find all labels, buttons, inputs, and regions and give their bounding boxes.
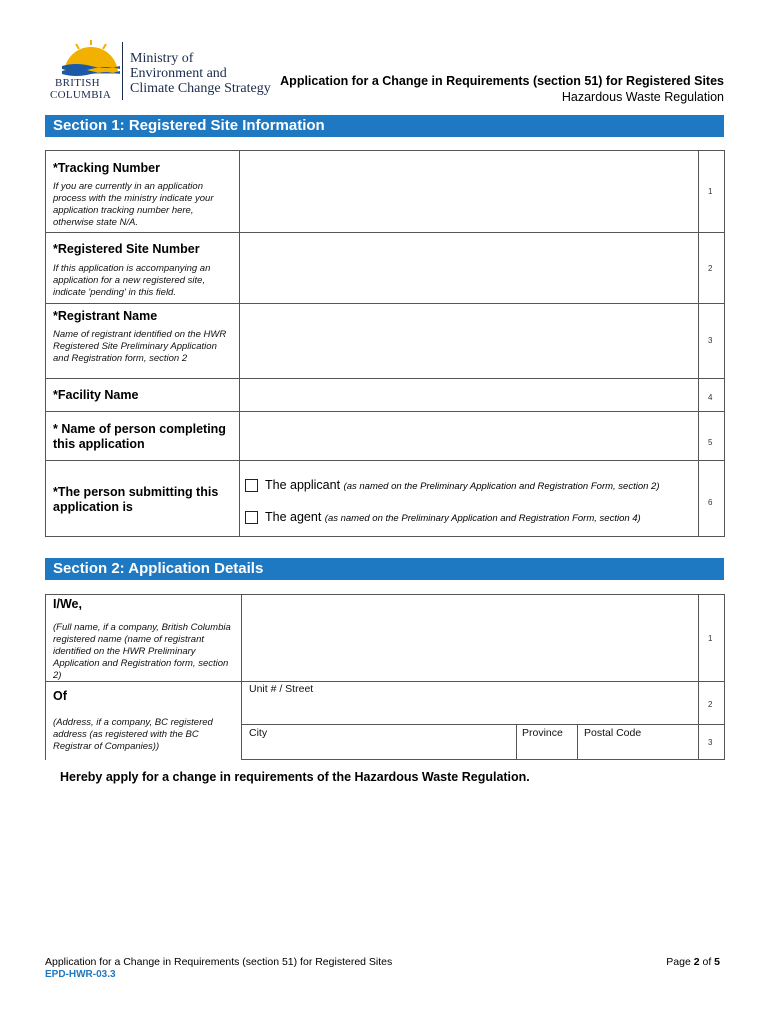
row-number: 5 bbox=[708, 438, 713, 447]
tracking-number-field[interactable] bbox=[241, 152, 697, 231]
postal-code-field[interactable] bbox=[579, 726, 697, 758]
tracking-number-hint: If you are currently in an application process with the ministry indicate your application tracking number here, otherwise state N/A. bbox=[53, 181, 214, 228]
agent-checkbox[interactable] bbox=[245, 511, 258, 524]
province-field[interactable] bbox=[518, 726, 576, 758]
applicant-option: The applicant (as named on the Preliminary Application and Registration Form, section 2) bbox=[265, 478, 660, 492]
registered-site-number-label: *Registered Site Number bbox=[53, 242, 200, 256]
postal-code-label: Postal Code bbox=[584, 727, 642, 739]
registrant-name-field[interactable] bbox=[241, 305, 697, 377]
agent-option: The agent (as named on the Preliminary Application and Registration Form, section 4) bbox=[265, 510, 641, 524]
facility-name-field[interactable] bbox=[241, 380, 697, 410]
of-label: Of bbox=[53, 689, 67, 703]
row-number: 3 bbox=[708, 336, 713, 345]
row-number: 6 bbox=[708, 498, 713, 507]
registrant-name-label: *Registrant Name bbox=[53, 309, 158, 323]
tracking-number-label: *Tracking Number bbox=[53, 161, 160, 175]
row-number: 4 bbox=[708, 393, 713, 402]
logo-divider bbox=[122, 42, 123, 100]
row-number: 2 bbox=[708, 264, 713, 273]
person-completing-field[interactable] bbox=[241, 413, 697, 459]
bc-sun-icon bbox=[56, 38, 126, 78]
row-number: 1 bbox=[708, 187, 713, 196]
city-label: City bbox=[249, 727, 268, 739]
ministry-name: Ministry of Environment and Climate Change Strategy bbox=[130, 51, 271, 96]
iwe-hint: (Full name, if a company, British Columbia registered name (name of registrant identified on the HWR Preliminary Application and Registration form, section 2) bbox=[53, 622, 231, 681]
section2-header: Section 2: Application Details bbox=[45, 558, 724, 580]
logo-wordmark: BRITISH COLUMBIA bbox=[50, 77, 112, 101]
registered-site-number-field[interactable] bbox=[241, 234, 697, 302]
unit-street-label: Unit # / Street bbox=[249, 683, 314, 695]
registered-site-number-hint: If this application is accompanying an application for a new registered site, indicate 'pending' in this field. bbox=[53, 263, 211, 298]
person-submitting-label: *The person submitting this application is bbox=[53, 485, 219, 514]
applicant-checkbox[interactable] bbox=[245, 479, 258, 492]
iwe-label: I/We, bbox=[53, 597, 82, 611]
document-title: Application for a Change in Requirements (section 51) for Registered Sites bbox=[280, 74, 724, 88]
of-hint: (Address, if a company, BC registered address (as registered with the BC Registrar of Companies)) bbox=[53, 717, 213, 752]
unit-street-field[interactable] bbox=[243, 683, 697, 723]
city-field[interactable] bbox=[243, 726, 515, 758]
row-number: 2 bbox=[708, 700, 713, 709]
page-number: Page 2 of 5 bbox=[666, 956, 720, 968]
person-completing-label: * Name of person completing this application bbox=[53, 422, 226, 451]
footer-title: Application for a Change in Requirements (section 51) for Registered Sites bbox=[45, 956, 393, 968]
facility-name-label: *Facility Name bbox=[53, 388, 139, 402]
section1-header: Section 1: Registered Site Information bbox=[45, 115, 724, 137]
form-code: EPD-HWR-03.3 bbox=[45, 969, 116, 980]
document-subtitle: Hazardous Waste Regulation bbox=[561, 90, 724, 104]
province-label: Province bbox=[522, 727, 563, 739]
registrant-name-hint: Name of registrant identified on the HWR Registered Site Preliminary Application and Registration form, section 2 bbox=[53, 329, 227, 364]
row-number: 3 bbox=[708, 738, 713, 747]
row-number: 1 bbox=[708, 634, 713, 643]
full-name-field[interactable] bbox=[243, 596, 697, 680]
declaration-text: Hereby apply for a change in requirements of the Hazardous Waste Regulation. bbox=[60, 770, 530, 784]
